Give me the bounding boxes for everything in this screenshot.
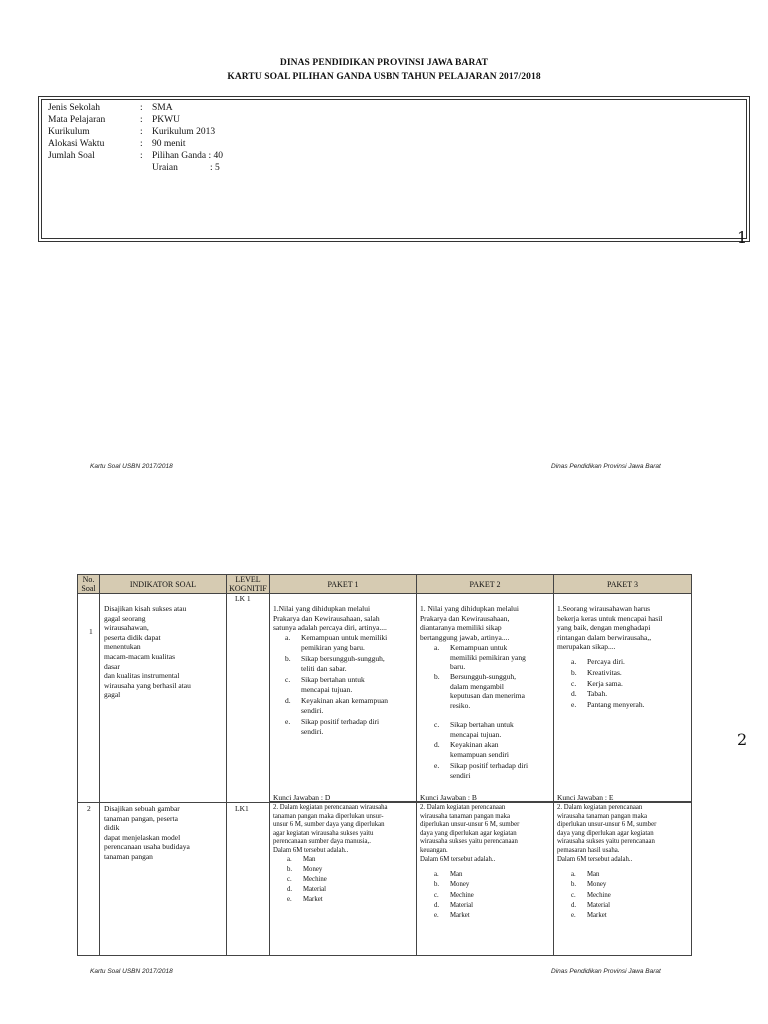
page-number: 1 xyxy=(737,228,748,247)
answer-option: c. Sikap bertahan untuk mencapai tujuan. xyxy=(285,675,365,694)
question-stem: 1. Nilai yang dihidupkan melalui Prakarya dan Kewirausahaan, diantaranya memiliki sikap bertanggung jawab, artinya.... xyxy=(420,604,519,642)
info-box-inner-border xyxy=(41,99,747,239)
table-header-paket-1: PAKET 1 xyxy=(269,574,417,594)
table-border xyxy=(77,955,692,956)
page-number: 2 xyxy=(737,730,748,749)
table-column-divider xyxy=(99,574,100,956)
info-value: SMA xyxy=(152,103,173,113)
answer-option: b. Kreativitas. xyxy=(571,668,622,677)
info-separator: : xyxy=(140,151,143,161)
cognitive-level: LK 1 xyxy=(235,594,251,603)
question-stem: 2. Dalam kegiatan perencanaan wirausaha tanaman pangan maka diperlukan unsur- unsur 6 M, sumber daya yang diperlukan agar kegiatan wirausaha sukses yaitu perencanaan sumber daya manusia,. Dalam 6M tersebut adalah.. xyxy=(273,804,388,854)
info-label: Kurikulum xyxy=(48,127,90,137)
answer-option: b. Sikap bersungguh-sungguh, teliti dan sabar. xyxy=(285,654,385,673)
table-column-divider xyxy=(226,574,227,956)
indicator-text: Disajikan kisah sukses atau gagal seorang wirausahawan, peserta didik dapat menentukan macam-macam kualitas dasar dan kualitas instrumental wirausaha yang berhasil atau gagal xyxy=(104,604,191,700)
table-row-divider xyxy=(77,802,692,803)
info-value: Kurikulum 2013 xyxy=(152,127,216,137)
answer-option: a. Kemampuan untuk memiliki pemikiran yang baru. xyxy=(285,633,388,652)
footer-right: Dinas Pendidikan Provinsi Jawa Barat xyxy=(551,968,661,975)
table-header-paket-2: PAKET 2 xyxy=(416,574,554,594)
uraian-label: Uraian xyxy=(152,163,178,173)
answer-option: d. Keyakinan akan kemampuan sendiri xyxy=(434,740,509,759)
answer-option: a. Percaya diri. xyxy=(571,657,625,666)
answer-option: b. Money xyxy=(287,866,323,873)
info-box xyxy=(38,96,750,242)
answer-key: Kunci Jawaban : D xyxy=(273,793,331,802)
answer-option: b. Bersungguh-sungguh, dalam mengambil keputusan dan menerima resiko. xyxy=(434,672,525,710)
answer-option: c. Sikap bertahan untuk mencapai tujuan. xyxy=(434,720,514,739)
answer-option: b. Money xyxy=(434,881,470,888)
answer-option: d. Keyakinan akan kemampuan sendiri. xyxy=(285,696,389,715)
answer-key: Kunci Jawaban : B xyxy=(420,793,477,802)
table-column-divider xyxy=(553,574,554,956)
answer-option: e. Sikap positif terhadap diri sendiri xyxy=(434,761,529,780)
answer-option: d. Material xyxy=(287,886,327,893)
indicator-text: Disajikan sebuah gambar tanaman pangan, peserta didik dapat menjelaskan model perencanaan usaha budidaya tanaman pangan xyxy=(104,804,190,861)
answer-option: a. Man xyxy=(434,871,463,878)
footer-right: Dinas Pendidikan Provinsi Jawa Barat xyxy=(551,463,661,470)
question-stem: 1.Seorang wirausahawan harus bekerja keras untuk mencapai hasil yang baik, dengan menghadapi rintangan dalam berwirausaha,, merupakan sikap.... xyxy=(557,604,663,652)
uraian-value: : 5 xyxy=(210,163,220,173)
question-stem: 1.Nilai yang dihidupkan melalui Prakarya dan Kewirausahaan, salah satunya adalah percaya diri, artinya.... xyxy=(273,604,387,633)
table-column-divider xyxy=(416,574,417,956)
answer-option: c. Mechine xyxy=(571,892,611,899)
table-column-divider xyxy=(269,574,270,956)
info-value: Pilihan Ganda : 40 xyxy=(152,151,223,161)
question-number: 1 xyxy=(89,627,93,636)
document-subtitle: KARTU SOAL PILIHAN GANDA USBN TAHUN PELAJARAN 2017/2018 xyxy=(227,72,541,82)
table-header-indikator: INDIKATOR SOAL xyxy=(99,574,227,594)
answer-option: c. Mechine xyxy=(287,876,327,883)
question-stem: 2. Dalam kegiatan perencanaan wirausaha tanaman pangan maka diperlukan unsur-unsur 6 M, sumber daya yang diperlukan agar kegiatan wirausaha sukses yaitu perencanaan keuangan. Dalam 6M tersebut adalah.. xyxy=(420,804,520,863)
table-header-level: LEVEL KOGNITIF xyxy=(226,574,270,594)
info-value: 90 menit xyxy=(152,139,186,149)
info-label: Jenis Sekolah xyxy=(48,103,100,113)
answer-option: c. Mechine xyxy=(434,892,474,899)
answer-option: e. Pantang menyerah. xyxy=(571,700,645,709)
table-header-no: No. Soal xyxy=(77,574,100,594)
answer-option: b. Money xyxy=(571,881,607,888)
info-separator: : xyxy=(140,103,143,113)
info-label: Alokasi Waktu xyxy=(48,139,105,149)
document-title: DINAS PENDIDIKAN PROVINSI JAWA BARAT xyxy=(279,58,489,68)
answer-option: c. Kerja sama. xyxy=(571,679,623,688)
question-table xyxy=(77,574,692,956)
table-border xyxy=(77,574,78,956)
footer-left: Kartu Soal USBN 2017/2018 xyxy=(90,968,173,975)
info-separator: : xyxy=(140,127,143,137)
answer-option: d. Material xyxy=(571,902,611,909)
answer-option: e. Market xyxy=(571,912,607,919)
cognitive-level: LK1 xyxy=(235,804,249,813)
answer-option: a. Man xyxy=(571,871,600,878)
info-label: Mata Pelajaran xyxy=(48,115,106,125)
answer-option: d. Tabah. xyxy=(571,689,608,698)
answer-option: a. Kemampuan untuk memiliki pemikiran yang baru. xyxy=(434,643,526,672)
question-number: 2 xyxy=(87,804,91,813)
question-stem: 2. Dalam kegiatan perencanaan wirausaha tanaman pangan maka diperlukan unsur-unsur 6 M, sumber daya yang diperlukan agar kegiatan wirausaha sukses yaitu perencanaan pemasaran hasil usaha. Dalam 6M tersebut adalah.. xyxy=(557,804,657,863)
info-separator: : xyxy=(140,115,143,125)
answer-option: d. Material xyxy=(434,902,474,909)
footer-left: Kartu Soal USBN 2017/2018 xyxy=(90,463,173,470)
table-border xyxy=(691,574,692,956)
answer-option: e. Market xyxy=(434,912,470,919)
answer-option: e. Market xyxy=(287,896,323,903)
info-separator: : xyxy=(140,139,143,149)
answer-option: a. Man xyxy=(287,856,316,863)
answer-option: e. Sikap positif terhadap diri sendiri. xyxy=(285,717,380,736)
info-label: Jumlah Soal xyxy=(48,151,95,161)
info-row-uraian xyxy=(152,162,220,174)
answer-key: Kunci Jawaban : E xyxy=(557,793,614,802)
table-header-paket-3: PAKET 3 xyxy=(553,574,692,594)
info-value: PKWU xyxy=(152,115,180,125)
